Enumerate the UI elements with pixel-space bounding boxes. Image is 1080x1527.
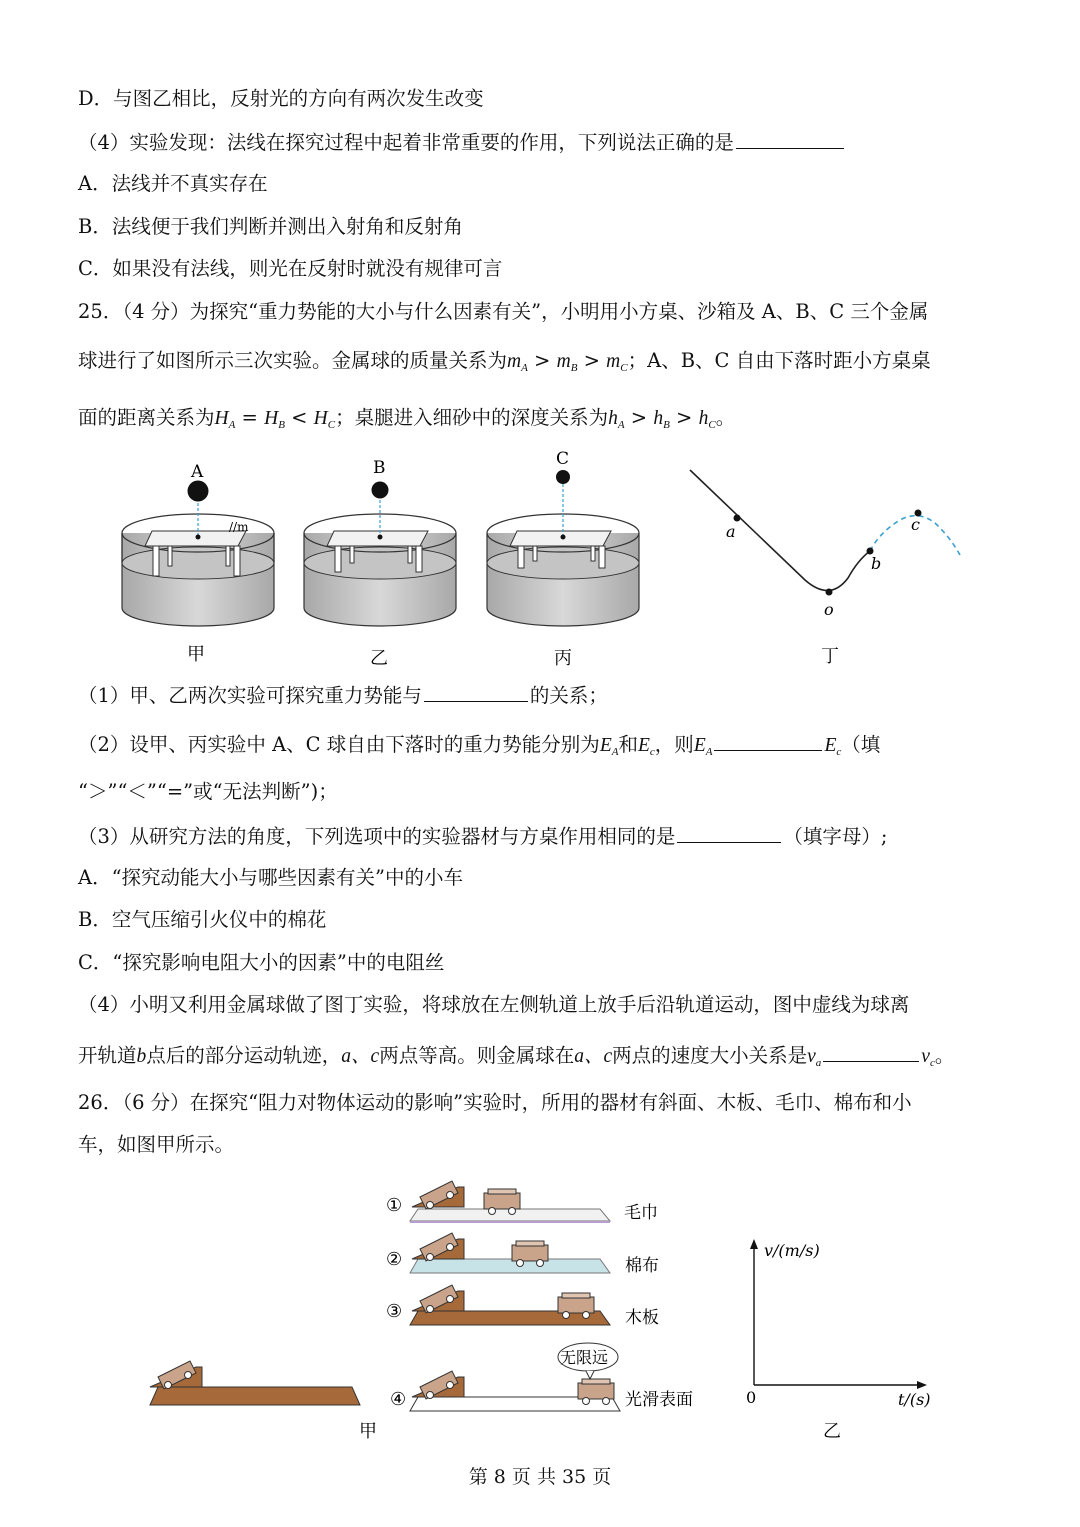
label-smooth: 光滑表面: [625, 1390, 693, 1410]
sandbox-jia: [122, 481, 274, 627]
q26-intro-line2: 车，如图甲所示。: [78, 1133, 235, 1156]
caption-jia: 甲: [359, 1421, 377, 1442]
q26-figure: [0, 1175, 1080, 1450]
answer-blank[interactable]: [424, 681, 528, 702]
setup-jia: [150, 1361, 360, 1405]
row-wood: [410, 1285, 610, 1325]
q25-part1: （1）甲、乙两次实验可探究重力势能与 的关系；: [78, 681, 608, 709]
label-ball-c: C: [556, 449, 570, 469]
label-point-b: b: [871, 554, 882, 573]
x-axis-label: t/(s): [898, 1390, 931, 1409]
label-point-a: a: [726, 522, 736, 541]
caption-ding: 丁: [821, 646, 839, 667]
answer-blank[interactable]: [677, 822, 781, 843]
label-point-o: o: [824, 600, 834, 619]
ball-c: [556, 470, 570, 484]
caption-bing: 丙: [554, 648, 572, 669]
answer-blank[interactable]: [736, 128, 844, 149]
page-footer: 第 8 页 共 35 页: [468, 1466, 612, 1488]
label-ball-b: B: [373, 458, 386, 478]
bubble-text: 无限远: [560, 1348, 609, 1367]
answer-blank[interactable]: [714, 730, 822, 751]
num-2: ②: [386, 1249, 403, 1270]
num-4: ④: [390, 1389, 407, 1410]
label-towel: 毛巾: [624, 1203, 658, 1223]
q24-p4-option-c: C．如果没有法线，则光在反射时就没有规律可言: [78, 257, 503, 280]
label-ball-a: A: [191, 462, 204, 482]
answer-blank[interactable]: [823, 1041, 919, 1062]
label-point-c: c: [911, 515, 920, 534]
q25-intro-line2: [78, 348, 931, 381]
q24-option-d: D．与图乙相比，反射光的方向有两次发生改变: [78, 87, 484, 110]
q25-part4-line1: （4）小明又利用金属球做了图丁实验，将球放在左侧轨道上放手后沿轨道运动，图中虚线为球离: [78, 993, 910, 1016]
q25-intro2-b: ；A、B、C 自由下落时距小方桌桌: [627, 349, 931, 372]
vt-graph: [750, 1239, 927, 1389]
row-cotton: [410, 1233, 610, 1273]
q25-intro-line3: 面的距离关系为$H_A = H_B < H_C$；桌腿进入细砂中的深度关系为$h_A > h_B > h_C$。: [78, 406, 736, 431]
label-wood: 木板: [625, 1308, 659, 1328]
q25-part2-line2: “＞”“＜”“=”或“无法判断”)；: [78, 780, 338, 803]
origin-label: 0: [746, 1388, 757, 1407]
q25-intro-line1: 25．（4 分）为探究“重力势能的大小与什么因素有关”，小明用小方桌、沙箱及 A、B、C 三个金属: [78, 300, 929, 323]
ball-a: [188, 481, 209, 502]
q24-p4-option-a: A．法线并不真实存在: [78, 172, 268, 195]
q25-p3-option-a: A．“探究动能大小与哪些因素有关”中的小车: [78, 866, 464, 889]
q25-part2: （2）设甲、丙实验中 A、C 球自由下落时的重力势能分别为$E_A$和$E_c$，则$E_A$ $E_c$（填: [78, 730, 880, 765]
q25-part4-line2: 开轨道b点后的部分运动轨迹，a、c两点等高。则金属球在a、c两点的速度大小关系是$v_a$ $v_c$。: [78, 1041, 954, 1076]
svg-text://m: //m: [229, 520, 249, 534]
q25-intro3-a: 面的距离关系为: [78, 406, 215, 429]
q24-p4-option-b: B．法线便于我们判断并测出入射角和反射角: [78, 215, 463, 238]
caption-yi: 乙: [370, 648, 388, 669]
q25-p3-option-c: C．“探究影响电阻大小的因素”中的电阻丝: [78, 951, 445, 974]
q25-intro2-a: 球进行了如图所示三次实验。金属球的质量关系为: [78, 349, 508, 372]
caption-jia: 甲: [187, 644, 205, 665]
q24-part4-stem: [78, 128, 846, 156]
y-axis-label: v/(m/s): [764, 1241, 820, 1260]
q24-p4-text: （4）实验发现：法线在探究过程中起着非常重要的作用，下列说法正确的是: [78, 131, 734, 154]
caption-yi: 乙: [823, 1421, 841, 1442]
q25-p3-option-b: B．空气压缩引火仪中的棉花: [78, 908, 327, 931]
q25-figure: [0, 440, 1080, 675]
q25-intro3-b: ；桌腿进入细砂中的深度关系为: [335, 406, 609, 429]
num-1: ①: [386, 1195, 403, 1216]
row-towel: [410, 1181, 610, 1223]
ball-b: [372, 482, 389, 499]
q25-part3: （3）从研究方法的角度，下列选项中的实验器材与方桌作用相同的是 （填字母）;: [78, 822, 888, 850]
q26-intro-line1: 26．（6 分）在探究“阻力对物体运动的影响”实验时，所用的器材有斜面、木板、毛巾、棉布和小: [78, 1091, 912, 1114]
sandbox-yi: [304, 482, 456, 627]
height-relation: $H_A = H_B < H_C$: [214, 406, 336, 431]
num-3: ③: [386, 1301, 403, 1322]
mass-relation: $m_A > m_B > m_C$: [507, 349, 628, 374]
label-cotton: 棉布: [625, 1256, 659, 1276]
sandbox-bing: [487, 470, 639, 626]
depth-relation: $h_A > h_B > h_C$: [608, 406, 716, 431]
